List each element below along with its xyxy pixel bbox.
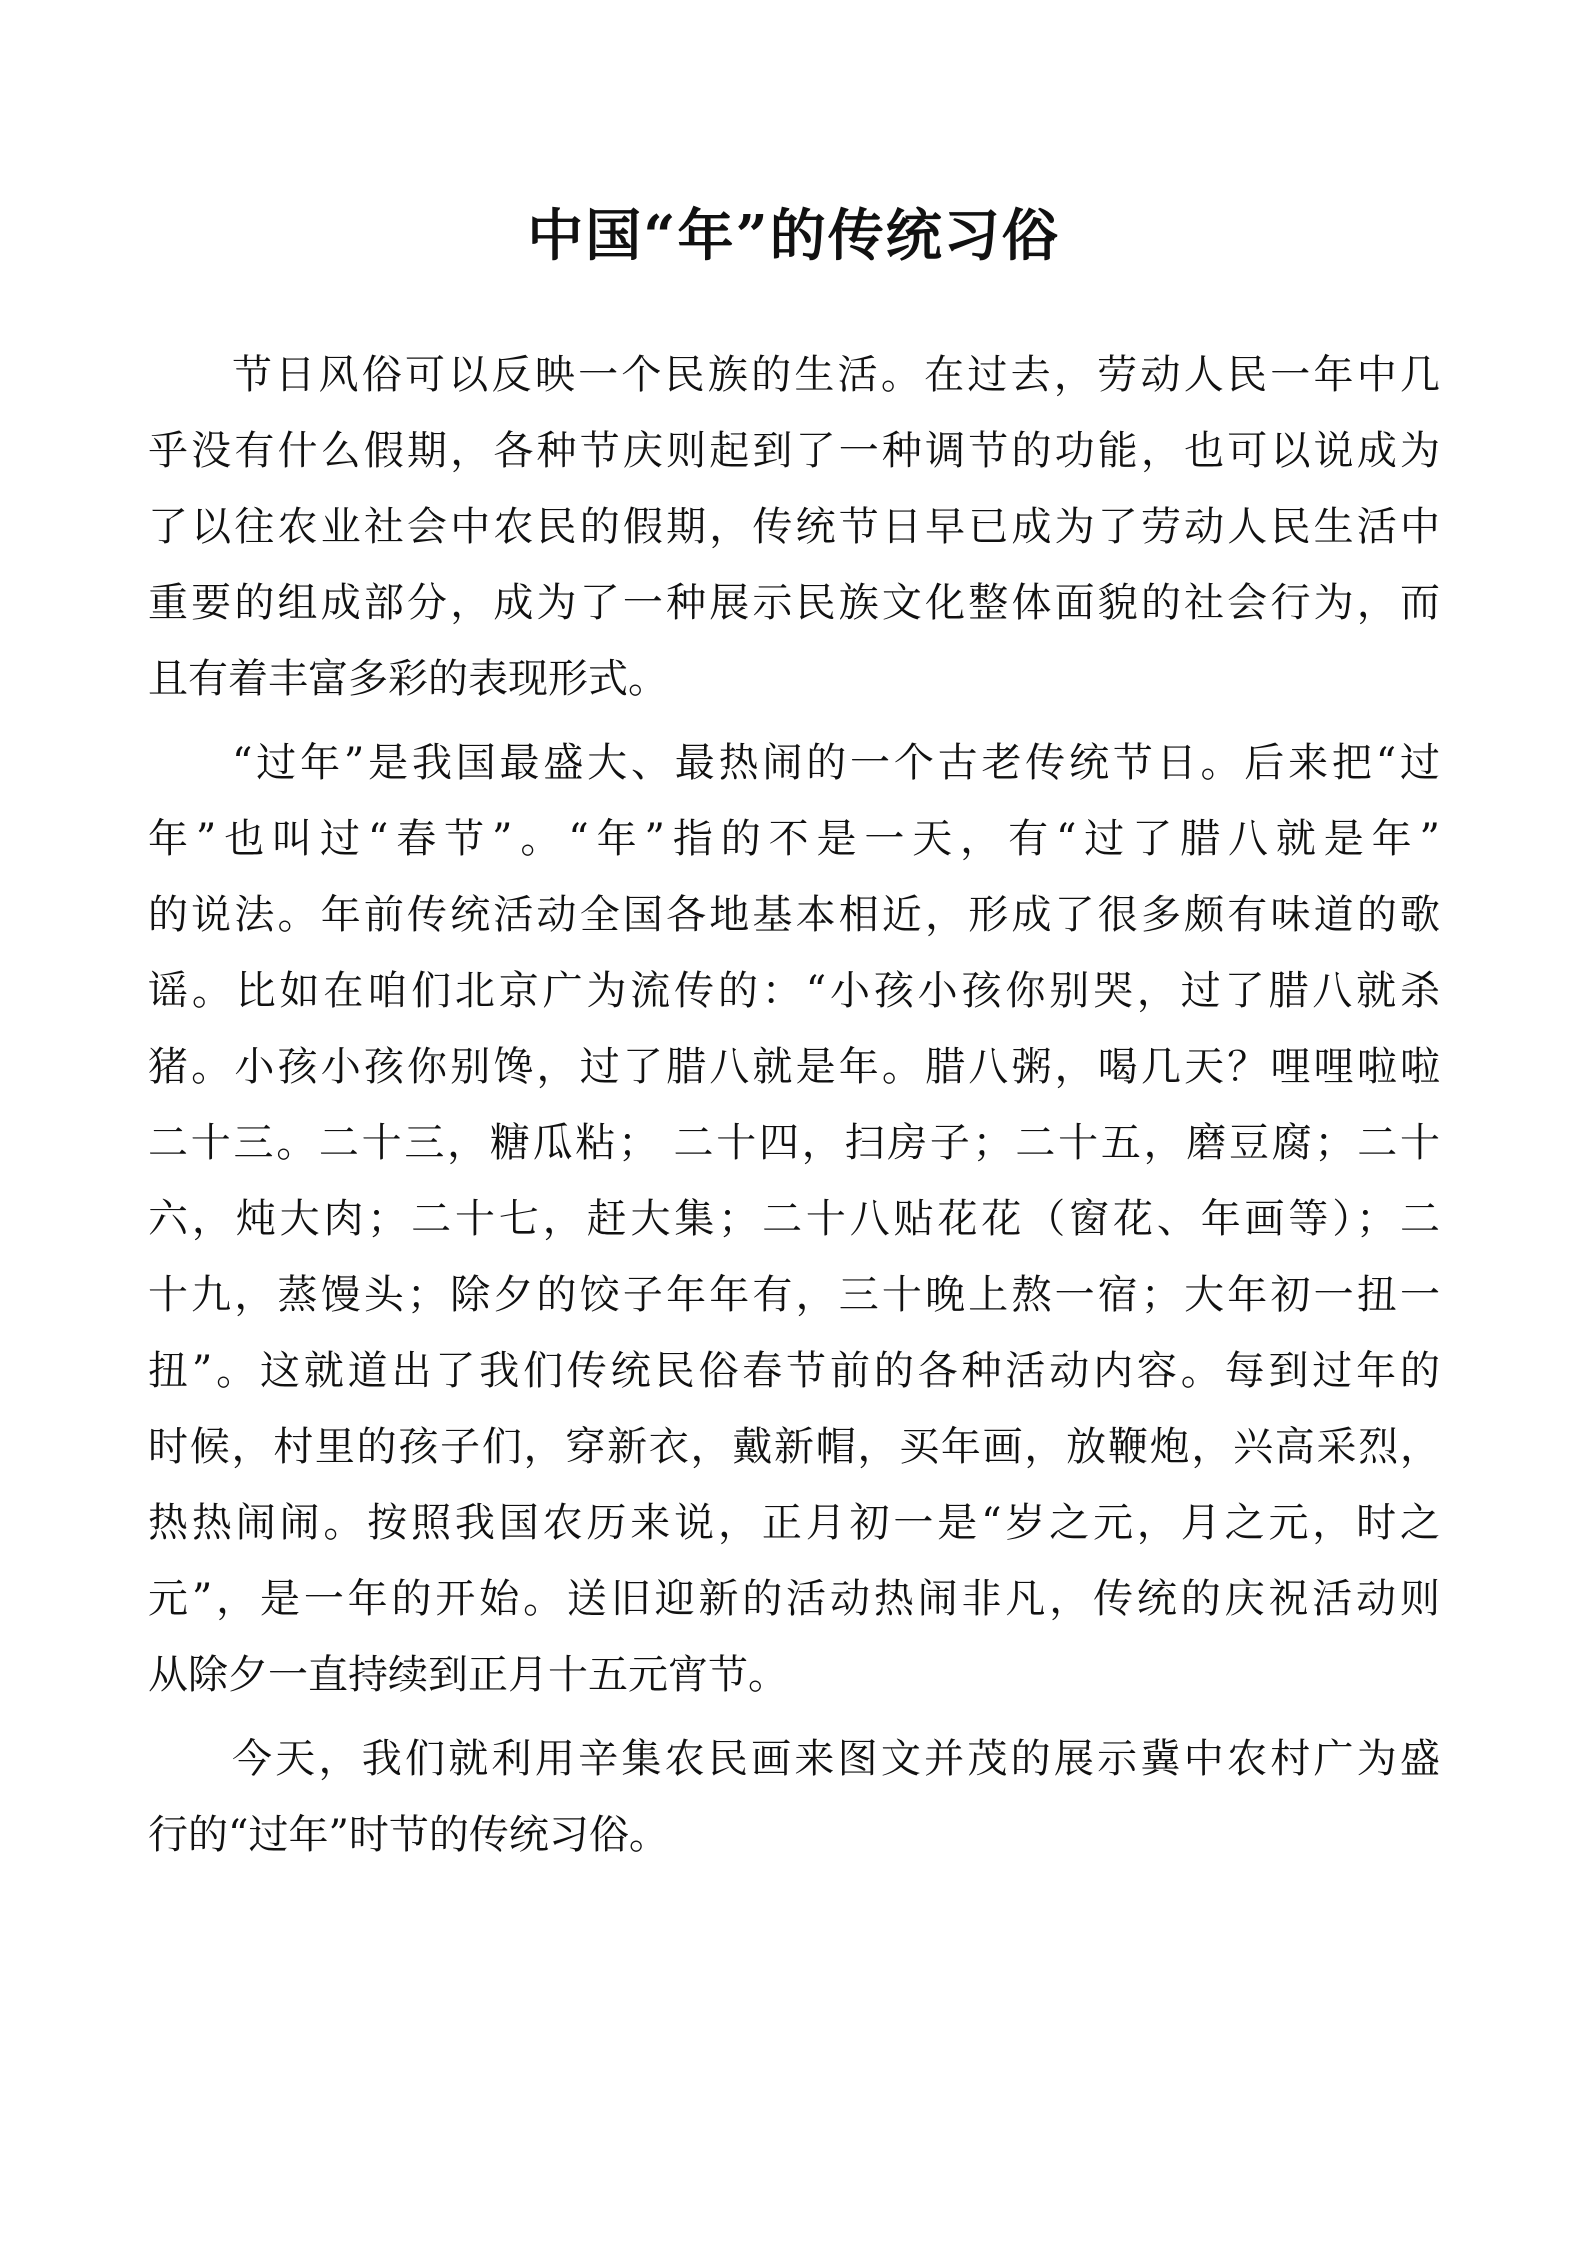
paragraph-2-line-8: 十九，蒸馒头；除夕的饺子年年有，三十晚上熬一宿；大年初一扭一 [148,1272,1440,1318]
paragraph-1-line-3: 了以往农业社会中农民的假期，传统节日早已成为了劳动人民生活中 [148,504,1440,550]
paragraph-1-line-4: 重要的组成部分，成为了一种展示民族文化整体面貌的社会行为，而 [148,580,1440,626]
paragraph-2-line-6: 二十三。二十三，糖瓜粘； 二十四，扫房子；二十五，磨豆腐；二十 [148,1120,1440,1166]
paragraph-1-line-5: 且有着丰富多彩的表现形式。 [148,656,668,702]
paragraph-2-line-3: 的说法。年前传统活动全国各地基本相近，形成了很多颇有味道的歌 [148,892,1440,938]
paragraph-2-line-4: 谣。比如在咱们北京广为流传的：“小孩小孩你别哭，过了腊八就杀 [148,968,1440,1014]
document-title: 中国“年”的传统习俗 [527,203,1060,269]
paragraph-2-line-10: 时候，村里的孩子们，穿新衣，戴新帽，买年画，放鞭炮，兴高采烈， [148,1424,1440,1470]
paragraph-1-line-1: 节日风俗可以反映一个民族的生活。在过去，劳动人民一年中几 [232,352,1440,398]
paragraph-2-line-12: 元”，是一年的开始。送旧迎新的活动热闹非凡，传统的庆祝活动则 [148,1576,1440,1622]
paragraph-2-line-11: 热热闹闹。按照我国农历来说，正月初一是“岁之元，月之元，时之 [148,1500,1440,1546]
paragraph-1-line-2: 乎没有什么假期，各种节庆则起到了一种调节的功能，也可以说成为 [148,428,1440,474]
paragraph-2-line-9: 扭”。这就道出了我们传统民俗春节前的各种活动内容。每到过年的 [148,1348,1440,1394]
paragraph-2-line-7: 六，炖大肉；二十七，赶大集；二十八贴花花（窗花、年画等）；二 [148,1196,1440,1242]
paragraph-2-line-5: 猪。小孩小孩你别馋，过了腊八就是年。腊八粥，喝几天？哩哩啦啦 [148,1044,1440,1090]
paragraph-3-line-1: 今天，我们就利用辛集农民画来图文并茂的展示冀中农村广为盛 [232,1736,1440,1782]
paragraph-2-line-13: 从除夕一直持续到正月十五元宵节。 [148,1652,788,1698]
paragraph-2-line-1: “过年”是我国最盛大、最热闹的一个古老传统节日。后来把“过 [232,740,1440,786]
paragraph-3-line-2: 行的“过年”时节的传统习俗。 [148,1812,669,1858]
paragraph-2-line-2: 年”也叫过“春节”。“年”指的不是一天，有“过了腊八就是年” [148,816,1440,862]
